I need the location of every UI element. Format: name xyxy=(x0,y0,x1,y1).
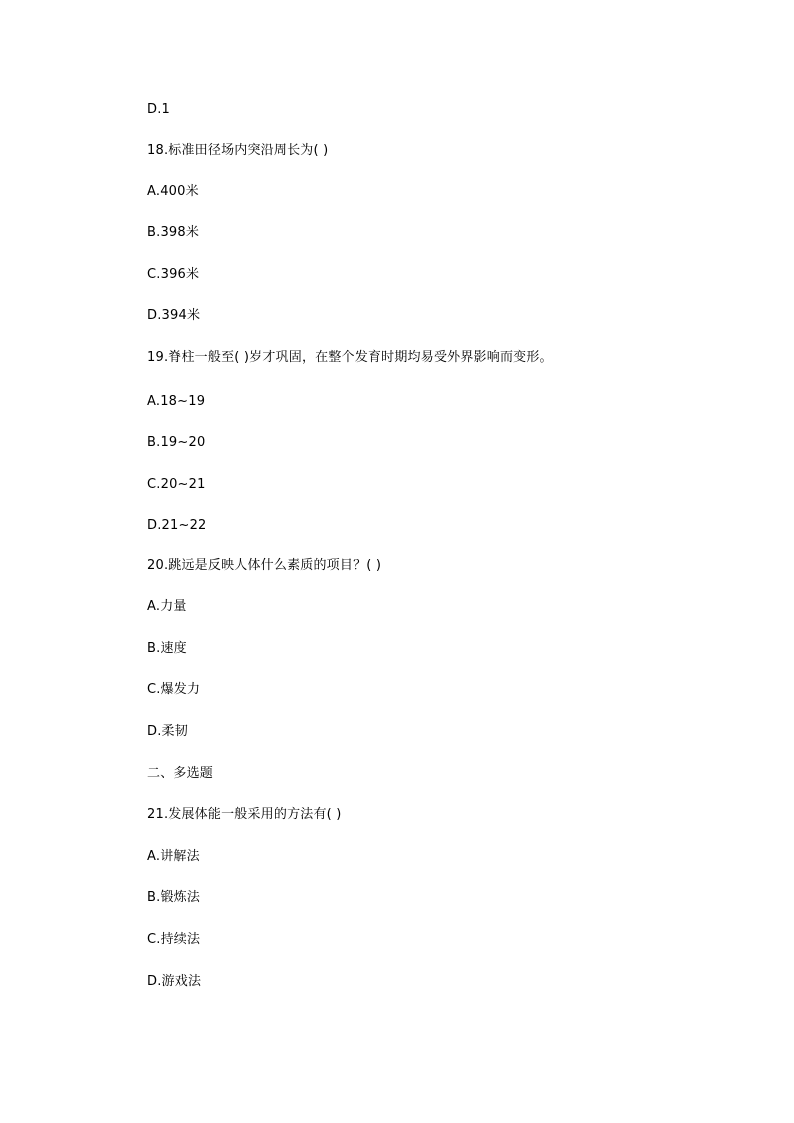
question-19: 19.脊柱一般至( )岁才巩固，在整个发育时期均易受外界影响而变形。 xyxy=(147,350,553,365)
option-d-q18: D.394米 xyxy=(147,308,201,323)
question-20: 20.跳远是反映人体什么素质的项目？( ) xyxy=(147,558,382,573)
option-b-q20: B.速度 xyxy=(147,641,187,656)
option-c-q20: C.爆发力 xyxy=(147,682,201,697)
option-b-q18: B.398米 xyxy=(147,225,200,240)
section-heading: 二、多选题 xyxy=(147,766,214,781)
option-b-q21: B.锻炼法 xyxy=(147,890,201,905)
question-18: 18.标准田径场内突沿周长为( ) xyxy=(147,143,329,158)
option-a-q21: A.讲解法 xyxy=(147,849,200,864)
option-d-q19: D.21~22 xyxy=(147,518,207,533)
option-c-q19: C.20~21 xyxy=(147,477,206,492)
option-b-q19: B.19~20 xyxy=(147,435,206,450)
question-21: 21.发展体能一般采用的方法有( ) xyxy=(147,807,342,822)
option-d-q17: D.1 xyxy=(147,102,171,117)
option-c-q21: C.持续法 xyxy=(147,932,201,947)
option-c-q18: C.396米 xyxy=(147,267,200,282)
option-a-q20: A.力量 xyxy=(147,599,187,614)
option-d-q20: D.柔韧 xyxy=(147,724,188,739)
option-d-q21: D.游戏法 xyxy=(147,974,202,989)
option-a-q19: A.18~19 xyxy=(147,394,206,409)
option-a-q18: A.400米 xyxy=(147,184,199,199)
